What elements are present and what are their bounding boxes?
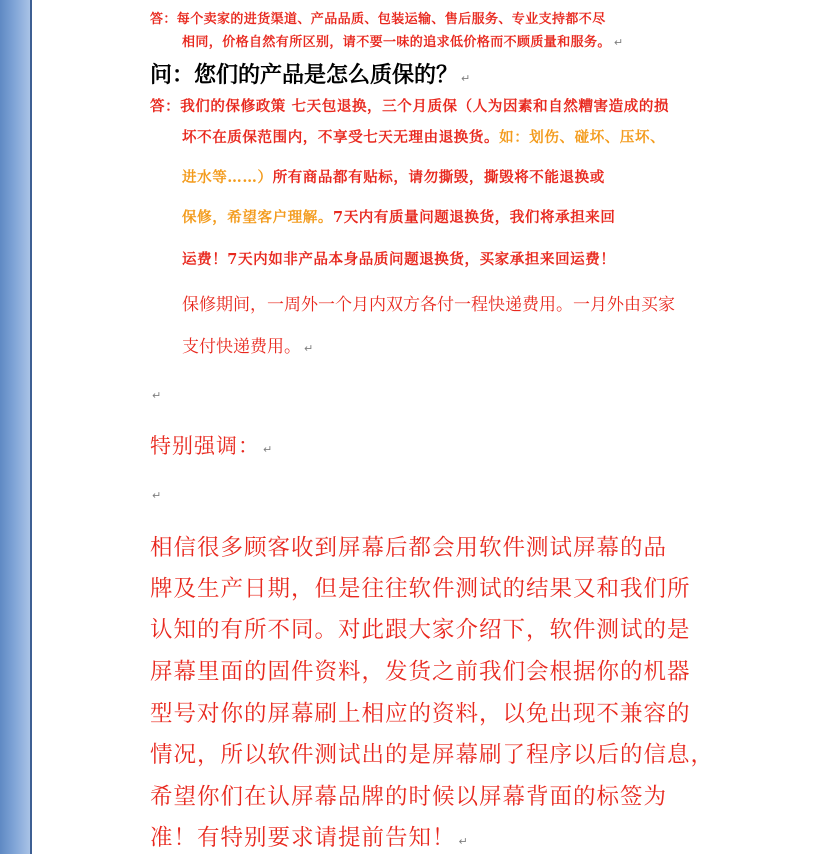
- paragraph-mark-icon: ↵: [461, 72, 471, 85]
- text: 希望你们在认屏幕品牌的时候以屏幕背面的标签为: [150, 784, 668, 810]
- text: 7天内有质量问题退换货，我们将承担来回: [333, 209, 616, 226]
- faq1-answer-line-2: [182, 31, 623, 50]
- emphasis-line: [150, 737, 714, 769]
- paragraph-mark-icon: ↵: [613, 36, 624, 49]
- text: 答：每个卖家的进货渠道、产品品质、包装运输、售后服务、专业支持都不尽: [150, 12, 606, 27]
- paragraph-mark-icon: ↵: [263, 443, 274, 456]
- text: 运费！7天内如非产品本身品质问题退换货，买家承担来回运费！: [182, 251, 616, 268]
- text: 情况，所以软件测试出的是屏幕刷了程序以后的信息，: [150, 742, 715, 768]
- emphasis-line: [150, 696, 691, 728]
- faq2-question: [150, 58, 470, 89]
- emphasis-line: [150, 530, 667, 562]
- text: 相同，价格自然有所区别，请不要一味的追求低价格而不顾质量和服务。: [182, 35, 611, 50]
- document-left-margin-band: [0, 0, 30, 854]
- text: 屏幕里面的固件资料，发货之前我们会根据你的机器: [150, 659, 691, 685]
- text: 所有商品都有贴标，请勿撕毁，撕毁将不能退换或: [272, 169, 605, 186]
- emphasis-line: [150, 571, 691, 603]
- emphasis-line: [150, 654, 691, 686]
- text: 答：我们的保修政策 七天包退换，三个月质保（人为因素和自然糟害造成的损: [150, 98, 670, 115]
- text: 问：您们的产品是怎么质保的？: [150, 63, 459, 88]
- text: 支付快递费用。: [182, 337, 301, 357]
- text: 坏不在质保范围内，不享受七天无理由退换货。: [182, 129, 500, 146]
- faq2-answer-line-5: [182, 248, 616, 269]
- emphasis-line: [150, 779, 667, 811]
- text: 型号对你的屏幕刷上相应的资料，以免出现不兼容的: [150, 701, 691, 727]
- faq2-answer-line-4: [182, 206, 616, 227]
- orange-text: 保修，希望客户理解。: [182, 209, 333, 226]
- faq2-answer-line-2: [182, 126, 665, 147]
- paragraph-mark-icon: ↵: [152, 389, 162, 402]
- paragraph-mark-icon: ↵: [152, 489, 162, 502]
- orange-text: 进水等……）: [182, 169, 273, 186]
- faq2-answer-line-6: [182, 290, 675, 315]
- faq2-answer-line-7: [182, 332, 313, 357]
- orange-text: 如：划伤、碰坏、压坏、: [499, 129, 666, 146]
- document-page[interactable]: [32, 0, 820, 854]
- text: 相信很多顾客收到屏幕后都会用软件测试屏幕的品: [150, 535, 668, 561]
- emphasis-heading: [150, 430, 273, 460]
- text: 保修期间，一周外一个月内双方各付一程快递费用。一月外由买家: [182, 295, 675, 315]
- text: 牌及生产日期，但是往往软件测试的结果又和我们所: [150, 576, 691, 602]
- text: 准！有特别要求请提前告知！: [150, 825, 456, 851]
- paragraph-mark-icon: ↵: [458, 835, 469, 848]
- paragraph-mark-icon: ↵: [304, 342, 314, 355]
- emphasis-line: [150, 820, 469, 852]
- emphasis-line: [150, 612, 691, 644]
- text: 认知的有所不同。对此跟大家介绍下，软件测试的是: [150, 617, 691, 643]
- faq2-answer-line-1: [150, 95, 669, 116]
- faq1-answer-line-1: [150, 8, 606, 27]
- text: 特别强调：: [150, 434, 260, 458]
- faq2-answer-line-3: [182, 166, 605, 187]
